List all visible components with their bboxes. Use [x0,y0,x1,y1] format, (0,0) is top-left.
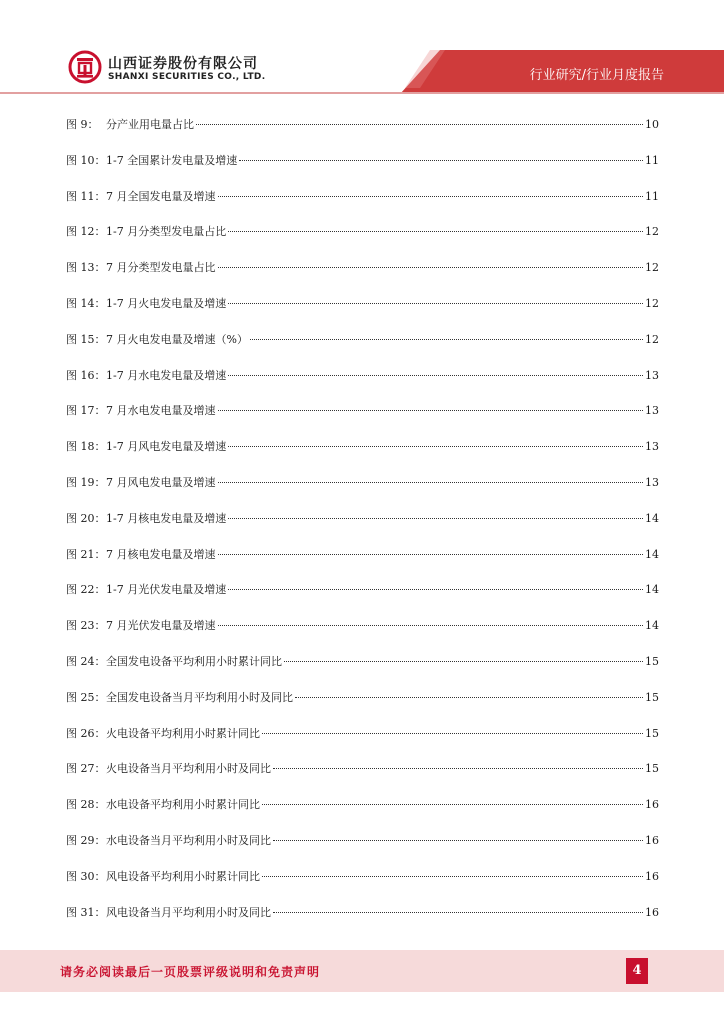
toc-figure-number: 图 29： [66,833,106,847]
toc-figure-number: 图 27： [66,762,106,776]
toc-entry[interactable] [66,295,659,331]
toc-page-number: 13 [645,368,659,382]
toc-figure-number: 图 10： [66,153,106,167]
toc-page-number: 16 [645,905,659,919]
toc-figure-title: 1-7 月水电发电量及增速 [106,368,227,382]
toc-dot-leader [295,697,643,698]
toc-entry[interactable] [66,223,659,259]
toc-dot-leader [228,231,643,232]
toc-figure-title: 7 月水电发电量及增速 [106,404,216,418]
toc-dot-leader [273,768,643,769]
toc-figure-title: 1-7 月核电发电量及增速 [106,511,227,525]
toc-figure-title: 1-7 月火电发电量及增速 [106,296,227,310]
toc-figure-number: 图 9： [66,118,99,131]
toc-dot-leader [218,267,644,268]
toc-dot-leader [228,375,643,376]
toc-figure-title: 1-7 月分类型发电量占比 [106,225,227,239]
toc-entry[interactable] [66,581,659,617]
toc-entry[interactable] [66,116,659,152]
toc-page-number: 16 [645,869,659,883]
toc-entry[interactable] [66,868,659,904]
toc-figure-number: 图 26： [66,726,106,740]
toc-entry[interactable] [66,259,659,295]
toc-page-number: 14 [645,583,659,597]
toc-figure-number: 图 14： [66,296,106,310]
toc-dot-leader [262,733,643,734]
toc-page-number: 12 [645,225,659,239]
toc-entry[interactable] [66,617,659,653]
toc-figure-title: 全国发电设备平均利用小时累计同比 [106,654,282,668]
toc-page-number: 10 [645,118,659,131]
toc-dot-leader [228,303,643,304]
toc-figure-number: 图 19： [66,475,106,489]
toc-page-number: 16 [645,833,659,847]
toc-figure-number: 图 15： [66,332,106,346]
toc-dot-leader [239,160,643,161]
toc-figure-number: 图 17： [66,404,106,418]
toc-dot-leader [250,339,643,340]
toc-figure-title: 1-7 全国累计发电量及增速 [106,153,238,167]
toc-figure-number: 图 18： [66,440,106,454]
toc-figure-number: 图 23： [66,619,106,633]
toc-page-number: 14 [645,511,659,525]
toc-page-number: 15 [645,726,659,740]
toc-page-number: 16 [645,798,659,812]
toc-page-number: 15 [645,690,659,704]
toc-entry[interactable] [66,546,659,582]
toc-entry[interactable] [66,510,659,546]
toc-entry[interactable] [66,438,659,474]
page-header [0,0,724,96]
toc-figure-title: 7 月光伏发电量及增速 [106,619,216,633]
toc-figure-title: 7 月分类型发电量占比 [106,261,216,275]
toc-entry[interactable] [66,725,659,761]
toc-entry[interactable] [66,904,659,940]
toc-entry[interactable] [66,188,659,224]
toc-entry[interactable] [66,832,659,868]
toc-entry[interactable] [66,689,659,725]
toc-entry[interactable] [66,760,659,796]
toc-figure-number: 图 31： [66,905,106,919]
toc-figure-title: 风电设备当月平均利用小时及同比 [106,905,271,919]
toc-figure-title: 7 月核电发电量及增速 [106,547,216,561]
toc-entry[interactable] [66,653,659,689]
toc-dot-leader [218,482,644,483]
toc-page-number: 12 [645,296,659,310]
toc-dot-leader [228,446,643,447]
toc-page-number: 13 [645,440,659,454]
toc-figure-number: 图 21： [66,547,106,561]
toc-entry[interactable] [66,367,659,403]
shanxi-securities-logo-icon [68,50,102,84]
toc-figure-number: 图 11： [66,189,106,203]
toc-entry[interactable] [66,402,659,438]
toc-figure-title: 风电设备平均利用小时累计同比 [106,869,260,883]
toc-figure-number: 图 30： [66,869,106,883]
toc-dot-leader [284,661,643,662]
page-number: 4 [626,958,648,984]
toc-figure-title: 1-7 月光伏发电量及增速 [106,583,227,597]
toc-dot-leader [228,589,643,590]
toc-figure-title: 火电设备平均利用小时累计同比 [106,726,260,740]
report-type-label: 行业研究/行业月度报告 [529,68,664,83]
toc-figure-number: 图 24： [66,654,106,668]
toc-entry[interactable] [66,152,659,188]
toc-figure-number: 图 13： [66,261,106,275]
toc-figure-number: 图 28： [66,798,106,812]
footer-disclaimer: 请务必阅读最后一页股票评级说明和免责声明 [60,965,321,979]
toc-page-number: 11 [645,153,659,167]
toc-dot-leader [262,876,643,877]
company-name-cn: 山西证券股份有限公司 [108,56,258,72]
toc-page-number: 15 [645,654,659,668]
toc-page-number: 11 [645,189,659,203]
toc-page-number: 14 [645,619,659,633]
figure-index-list [66,116,659,939]
toc-dot-leader [228,518,643,519]
company-name-en: SHANXI SECURITIES CO., LTD. [108,72,266,82]
toc-entry[interactable] [66,331,659,367]
toc-entry[interactable] [66,474,659,510]
toc-figure-title: 7 月火电发电量及增速（%） [106,332,248,346]
toc-dot-leader [218,625,644,626]
toc-dot-leader [218,196,644,197]
toc-dot-leader [218,410,644,411]
toc-figure-title: 1-7 月风电发电量及增速 [106,440,227,454]
toc-page-number: 13 [645,475,659,489]
toc-page-number: 13 [645,404,659,418]
toc-figure-number: 图 20： [66,511,106,525]
header-divider [0,92,724,94]
toc-figure-title: 水电设备平均利用小时累计同比 [106,798,260,812]
toc-figure-title: 水电设备当月平均利用小时及同比 [106,833,271,847]
toc-dot-leader [196,124,643,125]
toc-figure-title: 7 月风电发电量及增速 [106,475,216,489]
toc-figure-number: 图 25： [66,690,106,704]
toc-page-number: 15 [645,762,659,776]
toc-figure-title: 火电设备当月平均利用小时及同比 [106,762,271,776]
toc-dot-leader [218,554,644,555]
toc-dot-leader [273,840,643,841]
toc-figure-title: 7 月全国发电量及增速 [106,189,216,203]
toc-figure-title: 分产业用电量占比 [106,118,194,131]
toc-figure-number: 图 22： [66,583,106,597]
toc-entry[interactable] [66,796,659,832]
toc-page-number: 12 [645,332,659,346]
toc-dot-leader [262,804,643,805]
toc-figure-number: 图 16： [66,368,106,382]
toc-page-number: 12 [645,261,659,275]
toc-figure-title: 全国发电设备当月平均利用小时及同比 [106,690,293,704]
toc-figure-number: 图 12： [66,225,106,239]
toc-page-number: 14 [645,547,659,561]
toc-dot-leader [273,912,643,913]
